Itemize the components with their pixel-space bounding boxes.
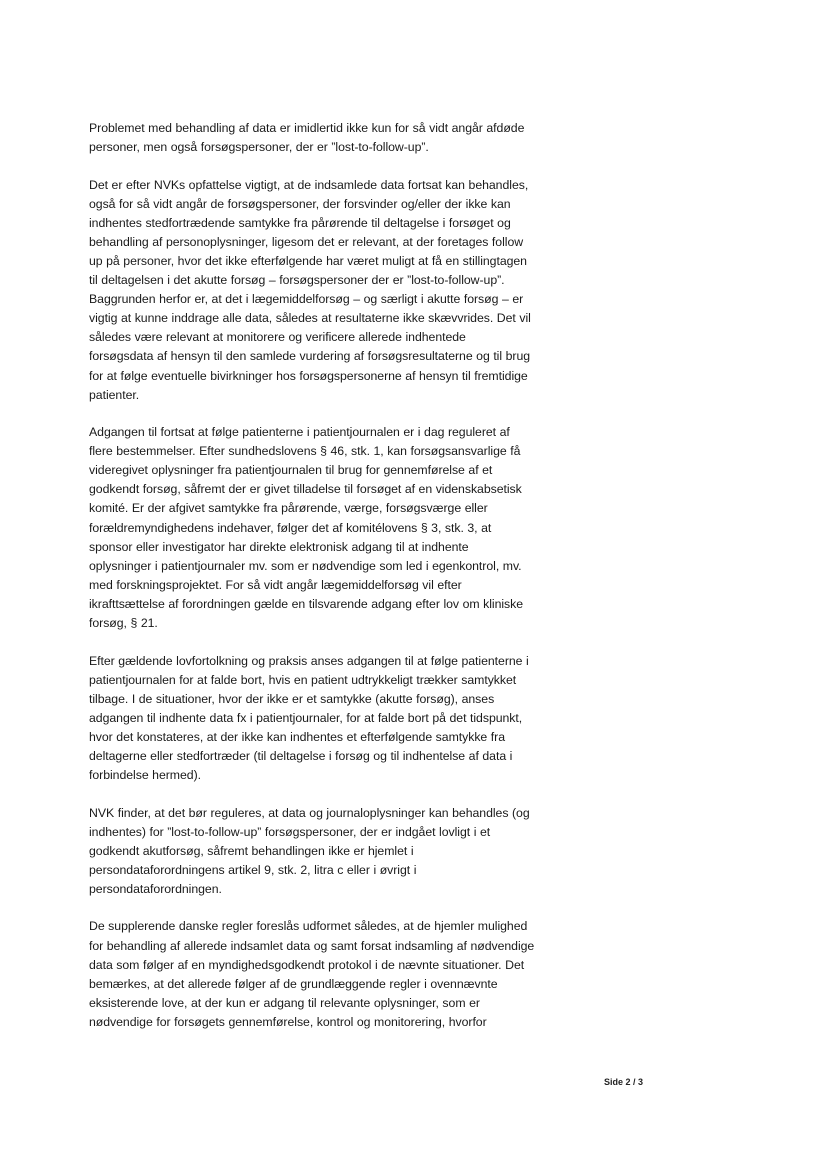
text-line: NVK finder, at det bør reguleres, at data og journaloplysninger kan behandles (og: [89, 805, 530, 820]
text-line: eksisterende love, at der kun er adgang til relevante oplysninger, som er: [89, 995, 480, 1010]
text-line: godkendt forsøg, såfremt der er givet tilladelse til forsøget af en videnskabsetisk: [89, 482, 522, 497]
text-line: forældremyndighedens indehaver, følger det af komitélovens § 3, stk. 3, at: [89, 520, 492, 535]
text-line: forsøg, § 21.: [89, 616, 158, 631]
paragraph-legal-interpretation: [89, 652, 589, 786]
text-line: behandling af personoplysninger, ligesom det er relevant, at der foretages follow: [89, 234, 524, 249]
text-line: nødvendige for forsøgets gennemførelse, kontrol og monitorering, hvorfor: [89, 1014, 487, 1029]
text-line: persondataforordningens artikel 9, stk. 2, litra c eller i øvrigt i: [89, 862, 417, 877]
page-number: Side 2 / 3: [604, 1077, 644, 1087]
text-line: data som følger af en myndighedsgodkendt protokol i de nævnte situationer. Det: [89, 957, 525, 972]
document-body: [89, 119, 589, 1032]
text-line: sponsor eller investigator har direkte elektronisk adgang til at indhente: [89, 539, 469, 554]
text-line: indhentes stedfortrædende samtykke fra pårørende til deltagelse i forsøget og: [89, 215, 511, 230]
text-line: også for så vidt angår de forsøgspersoner, der forsvinder og/eller der ikke kan: [89, 196, 511, 211]
text-line: tilbage. I de situationer, hvor der ikke er et samtykke (akutte forsøg), anses: [89, 691, 495, 706]
text-line: De supplerende danske regler foreslås udformet således, at de hjemler mulighed: [89, 919, 528, 934]
text-line: flere bestemmelser. Efter sundhedslovens § 46, stk. 1, kan forsøgsansvarlige få: [89, 444, 521, 459]
text-line: således være relevant at monitorere og verificere allerede indhentede: [89, 330, 466, 345]
text-line: patientjournalen for at falde bort, hvis en patient udtrykkeligt trækker samtykket: [89, 672, 517, 687]
text-line: Baggrunden herfor er, at det i lægemiddelforsøg – og særligt i akutte forsøg – er: [89, 292, 524, 307]
text-line: for at følge eventuelle bivirkninger hos forsøgspersonerne af hensyn til fremtidige: [89, 368, 528, 383]
text-line: up på personer, hvor det ikke efterfølgende har været muligt at få en stillingtagen: [89, 253, 527, 268]
paragraph-nvk-recommendation: [89, 804, 589, 899]
text-line: personer, men også forsøgspersoner, der er ”lost-to-follow-up”.: [89, 140, 429, 155]
text-line: patienter.: [89, 387, 140, 402]
text-line: videregivet oplysninger fra patientjournalen til brug for gennemførelse af et: [89, 463, 493, 478]
text-line: hvor det konstateres, at der ikke kan indhentes et efterfølgende samtykke fra: [89, 729, 505, 744]
text-line: adgangen til indhente data fx i patientjournaler, for at falde bort på det tidspunkt,: [89, 710, 523, 725]
text-line: Adgangen til fortsat at følge patienterne i patientjournalen er i dag reguleret af: [89, 425, 510, 440]
text-line: forsøgsdata af hensyn til den samlede vurdering af forsøgsresultaterne og til brug: [89, 349, 531, 364]
text-line: godkendt akutforsøg, såfremt behandlingen ikke er hjemlet i: [89, 843, 414, 858]
text-line: Problemet med behandling af data er imidlertid ikke kun for så vidt angår afdøde: [89, 121, 525, 135]
text-line: forbindelse hermed).: [89, 768, 201, 783]
text-line: deltagerne eller stedfortræder (til deltagelse i forsøg og til indhentelse af data i: [89, 748, 513, 763]
paragraph-lost-to-follow-up-intro: [89, 119, 589, 157]
text-line: med forskningsprojektet. For så vidt angår lægemiddelforsøg vil efter: [89, 577, 462, 592]
text-line: ikrafttsættelse af forordningen gælde en tilsvarende adgang efter lov om kliniske: [89, 596, 524, 611]
paragraph-nvk-view: [89, 176, 589, 405]
text-line: for behandling af allerede indsamlet data og samt forsat indsamling af nødvendige: [89, 938, 535, 953]
text-line: komité. Er der afgivet samtykke fra pårørende, værge, forsøgsværge eller: [89, 501, 488, 516]
paragraph-access-regulation: [89, 423, 589, 633]
text-line: indhentes) for ”lost-to-follow-up” forsøgspersoner, der er indgået lovligt i et: [89, 824, 491, 839]
text-line: til deltagelsen i det akutte forsøg – forsøgspersoner der er ”lost-to-follow-up”.: [89, 273, 505, 288]
text-line: oplysninger i patientjournaler mv. som er nødvendige som led i egenkontrol, mv.: [89, 558, 522, 573]
text-line: persondataforordningen.: [89, 881, 222, 896]
text-line: bemærkes, at det allerede følger af de grundlæggende regler i ovennævnte: [89, 976, 498, 991]
paragraph-supplementary-rules: [89, 917, 589, 1032]
text-line: Det er efter NVKs opfattelse vigtigt, at de indsamlede data fortsat kan behandles,: [89, 177, 529, 192]
text-line: vigtig at kunne inddrage alle data, således at resultaterne ikke skævvrides. Det vil: [89, 311, 531, 326]
text-line: Efter gældende lovfortolkning og praksis anses adgangen til at følge patienterne i: [89, 653, 529, 668]
